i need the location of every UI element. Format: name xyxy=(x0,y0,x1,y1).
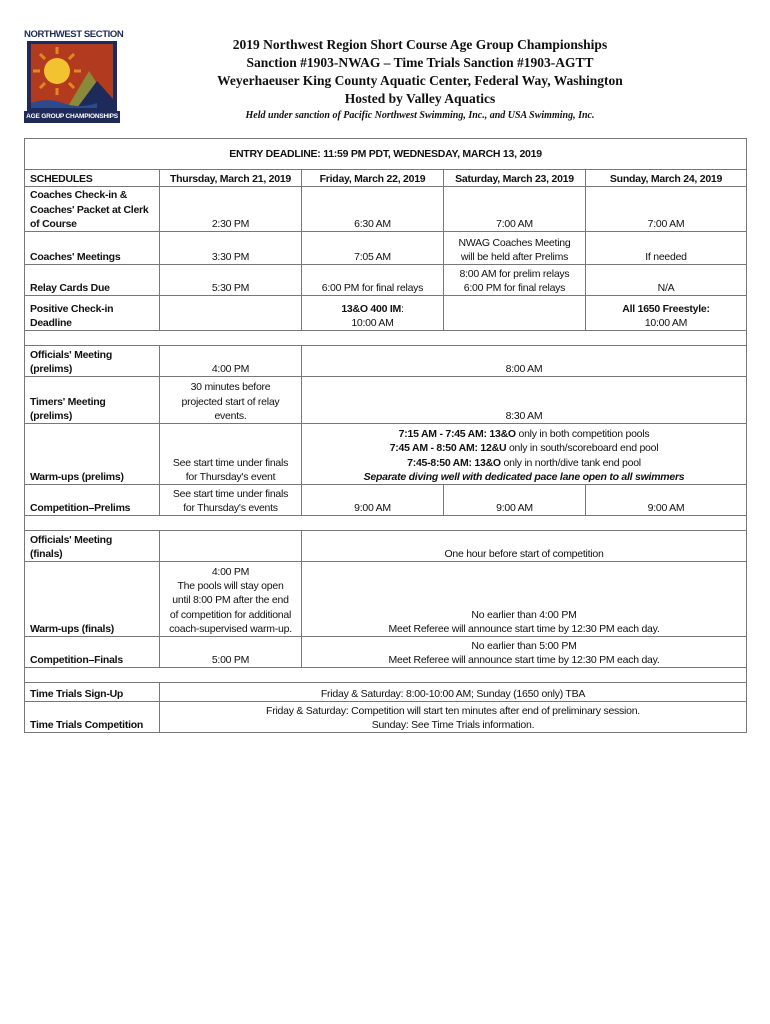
cell-saturday xyxy=(444,265,586,296)
cell-line: 30 minutes before xyxy=(190,381,271,394)
spacer-row xyxy=(25,516,747,531)
competition-prelims-row xyxy=(25,485,747,516)
cell-thursday xyxy=(160,485,302,516)
col-header-sunday: Sunday, March 24, 2019 xyxy=(586,170,747,187)
cell-line xyxy=(305,302,440,316)
warmup-time: 7:15 AM - 7:45 AM: 13&O xyxy=(398,428,516,441)
label-line: Positive Check-in xyxy=(30,302,114,315)
cell-fri-sun xyxy=(302,424,747,485)
cell-line: of competition for additional xyxy=(169,608,292,621)
cell-thursday: 5:00 PM xyxy=(160,637,302,668)
schedule-table xyxy=(24,138,747,733)
label-line: Officials' Meeting xyxy=(30,533,113,546)
cell-saturday: 7:00 AM xyxy=(444,187,586,232)
spacer-cell xyxy=(25,668,747,683)
cell-line: All 1650 Freestyle: xyxy=(622,302,710,315)
row-label: Time Trials Sign-Up xyxy=(25,683,160,702)
label-line: (prelims) xyxy=(30,362,73,375)
time-trials-signup-row xyxy=(25,683,747,702)
cell-saturday xyxy=(444,296,586,331)
cell-thursday: 2:30 PM xyxy=(160,187,302,232)
warmup-text: only in both competition pools xyxy=(515,428,650,441)
officials-finals-row xyxy=(25,531,747,562)
cell-thursday: 3:30 PM xyxy=(160,232,302,265)
sanction-numbers: Sanction #1903-NWAG – Time Trials Sanction #1903-AGTT xyxy=(246,55,594,70)
cell-fri-sun xyxy=(302,637,747,668)
cell-line: Friday & Saturday: Competition will start ten minutes after end of preliminary session. xyxy=(266,704,640,717)
label-line: Deadline xyxy=(30,316,72,329)
row-label: Competition–Prelims xyxy=(25,485,160,516)
cell-line: 10:00 AM xyxy=(644,316,688,329)
row-label: Coaches' Meetings xyxy=(25,232,160,265)
logo-bottom-text: AGE GROUP CHAMPIONSHIPS xyxy=(24,111,120,123)
cell-line: Meet Referee will announce start time by 12:30 PM each day. xyxy=(388,653,660,666)
cell-sunday: 9:00 AM xyxy=(586,485,747,516)
positive-checkin-row xyxy=(25,296,747,331)
cell-line: will be held after Prelims xyxy=(460,250,569,263)
cell-fri-sun: 8:30 AM xyxy=(302,377,747,424)
row-label: Coaches Check-in & Coaches' Packet at Clerk of Course xyxy=(25,187,160,232)
time-trials-competition-row xyxy=(25,702,747,733)
spacer-row xyxy=(25,668,747,683)
cell-saturday: 9:00 AM xyxy=(444,485,586,516)
logo-emblem xyxy=(27,41,117,111)
cell-saturday xyxy=(444,232,586,265)
section-logo xyxy=(24,28,124,124)
row-label: Competition–Finals xyxy=(25,637,160,668)
logo-top-text: NORTHWEST SECTION xyxy=(24,29,124,40)
spacer-row xyxy=(25,331,747,346)
cell-line: 8:00 AM for prelim relays xyxy=(459,267,570,280)
cell-thursday xyxy=(160,562,302,637)
warmup-time: 7:45-8:50 AM: 13&O xyxy=(407,456,501,469)
document-header xyxy=(130,36,710,123)
spacer-cell xyxy=(25,331,747,346)
cell-thursday: 5:30 PM xyxy=(160,265,302,296)
cell-friday: 6:00 PM for final relays xyxy=(302,265,444,296)
header-row xyxy=(25,170,747,187)
host: Hosted by Valley Aquatics xyxy=(344,91,496,106)
cell-line: NWAG Coaches Meeting xyxy=(458,236,571,249)
cell-thu-sun: Friday & Saturday: 8:00-10:00 AM; Sunday (1650 only) TBA xyxy=(160,683,747,702)
row-label: Warm-ups (finals) xyxy=(25,562,160,637)
relay-cards-row xyxy=(25,265,747,296)
cell-line: until 8:00 PM after the end xyxy=(172,594,289,607)
competition-finals-row xyxy=(25,637,747,668)
cell-thursday: 4:00 PM xyxy=(160,346,302,377)
row-label: Warm-ups (prelims) xyxy=(25,424,160,485)
meet-title: 2019 Northwest Region Short Course Age Group Championships xyxy=(232,37,608,52)
cell-line: 4:00 PM xyxy=(211,565,250,578)
cell-thursday xyxy=(160,296,302,331)
warmups-finals-row xyxy=(25,562,747,637)
col-header-friday: Friday, March 22, 2019 xyxy=(302,170,444,187)
cell-line: for Thursday's event xyxy=(185,470,276,483)
row-label xyxy=(25,296,160,331)
row-label xyxy=(25,377,160,424)
checkin-row xyxy=(25,187,747,232)
timers-row xyxy=(25,377,747,424)
warmup-text: only in south/scoreboard end pool xyxy=(506,442,659,455)
cell-thursday xyxy=(160,377,302,424)
cell-friday xyxy=(302,296,444,331)
colon: : xyxy=(401,302,404,315)
col-header-saturday: Saturday, March 23, 2019 xyxy=(444,170,586,187)
cell-line: No earlier than 5:00 PM xyxy=(471,639,577,652)
cell-fri-sun: 8:00 AM xyxy=(302,346,747,377)
event-name: 13&O 400 IM xyxy=(341,302,402,315)
label-line: (prelims) xyxy=(30,409,73,422)
coaches-meetings-row xyxy=(25,232,747,265)
cell-line: 10:00 AM xyxy=(351,316,394,329)
row-label: Relay Cards Due xyxy=(25,265,160,296)
cell-sunday: If needed xyxy=(586,232,747,265)
cell-line: coach-supervised warm-up. xyxy=(169,622,292,635)
cell-sunday: N/A xyxy=(586,265,747,296)
warmup-time: 7:45 AM - 8:50 AM: 12&U xyxy=(389,442,507,455)
cell-line: events. xyxy=(214,409,247,422)
cell-line: projected start of relay xyxy=(181,395,280,408)
cell-friday: 6:30 AM xyxy=(302,187,444,232)
warmup-line xyxy=(305,427,743,441)
deadline-row xyxy=(25,139,747,170)
cell-fri-sun: One hour before start of competition xyxy=(302,531,747,562)
spacer-cell xyxy=(25,516,747,531)
label-line: (finals) xyxy=(30,547,63,560)
row-label xyxy=(25,531,160,562)
label-line: Timers' Meeting xyxy=(30,395,106,408)
cell-line: See start time under finals xyxy=(172,456,289,469)
cell-thursday xyxy=(160,531,302,562)
row-label: Time Trials Competition xyxy=(25,702,160,733)
warmup-text: only in north/dive tank end pool xyxy=(500,456,641,469)
cell-sunday xyxy=(586,296,747,331)
venue: Weyerhaeuser King County Aquatic Center, Federal Way, Washington xyxy=(217,73,623,88)
warmup-line xyxy=(305,456,743,470)
row-label xyxy=(25,346,160,377)
cell-line: Meet Referee will announce start time by 12:30 PM each day. xyxy=(388,622,660,635)
cell-sunday: 7:00 AM xyxy=(586,187,747,232)
cell-friday: 9:00 AM xyxy=(302,485,444,516)
diving-well-note: Separate diving well with dedicated pace lane open to all swimmers xyxy=(363,470,685,483)
officials-prelims-row xyxy=(25,346,747,377)
cell-line: See start time under finals xyxy=(172,487,289,500)
warmup-line xyxy=(305,441,743,455)
cell-line: No earlier than 4:00 PM xyxy=(471,608,577,621)
warmups-prelims-row xyxy=(25,424,747,485)
entry-deadline: ENTRY DEADLINE: 11:59 PM PDT, WEDNESDAY, MARCH 13, 2019 xyxy=(25,139,747,170)
cell-thu-sun xyxy=(160,702,747,733)
cell-friday: 7:05 AM xyxy=(302,232,444,265)
cell-thursday xyxy=(160,424,302,485)
cell-fri-sun xyxy=(302,562,747,637)
col-header-schedules: SCHEDULES xyxy=(25,170,160,187)
col-header-thursday: Thursday, March 21, 2019 xyxy=(160,170,302,187)
cell-line: for Thursday's events xyxy=(183,501,278,514)
sanction-note: Held under sanction of Pacific Northwest Swimming, Inc., and USA Swimming, Inc. xyxy=(245,110,595,121)
cell-line: The pools will stay open xyxy=(177,580,284,593)
cell-line: 6:00 PM for final relays xyxy=(463,281,566,294)
cell-line: Sunday: See Time Trials information. xyxy=(371,718,535,731)
label-line: Officials' Meeting xyxy=(30,348,113,361)
